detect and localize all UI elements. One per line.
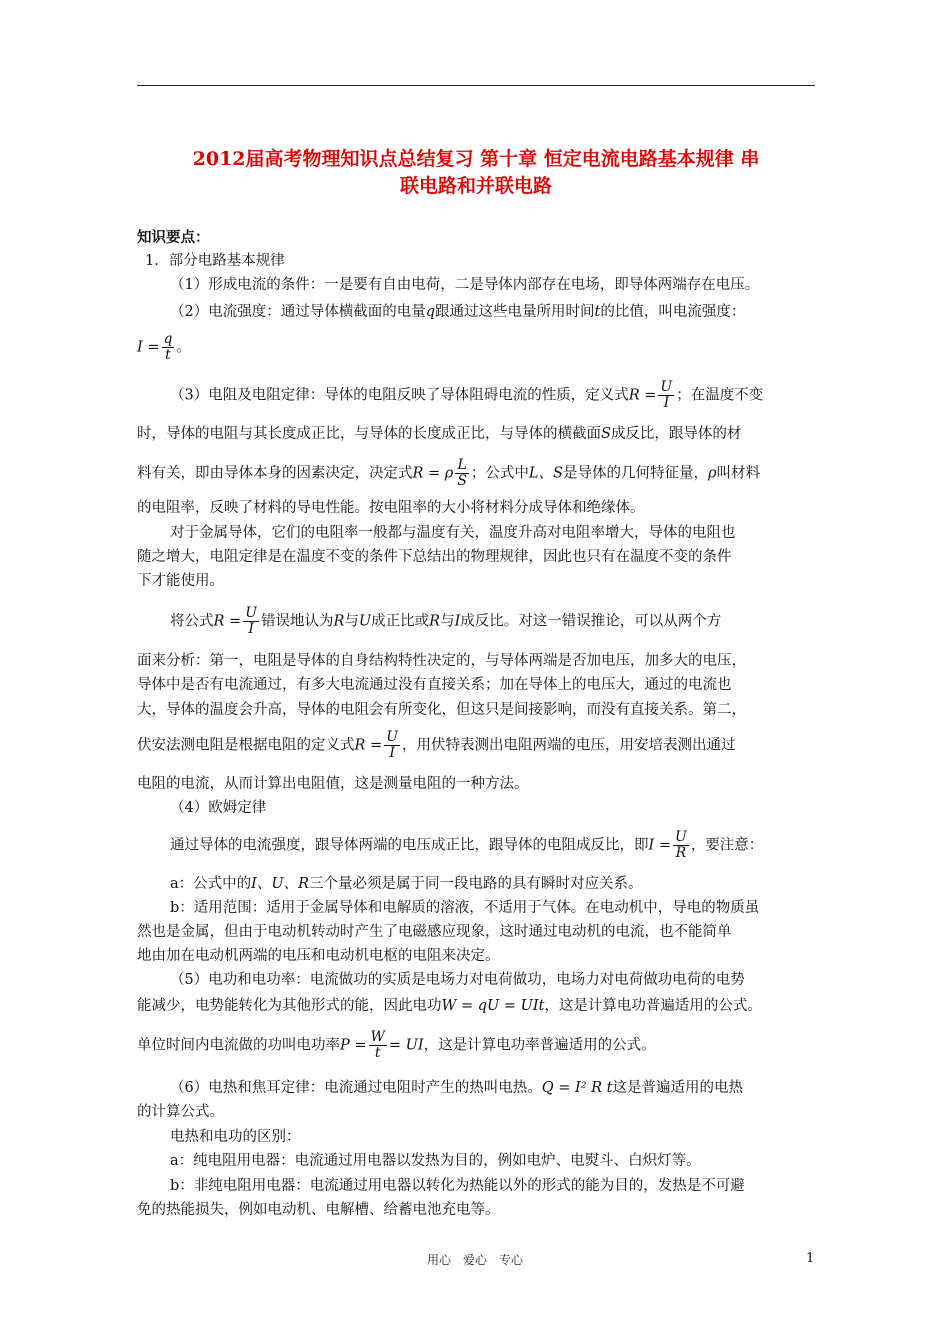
- paragraph-ohm-note-b-line-3: 地由加在电动机两端的电压和电动机电枢的电阻来决定。: [137, 948, 500, 964]
- paragraph-ohm-note-b-line-1: b：适用范围：适用于金属导体和电解质的溶液，不适用于气体。在电动机中，导电的物质虽: [170, 900, 760, 916]
- page-footer: 用心 爱心 专心: [426, 1253, 523, 1267]
- paragraph-misconception-line-2: 面来分析：第一，电阻是导体的自身结构特性决定的，与导体两端是否加电压，加多大的电压，: [137, 653, 746, 669]
- fraction: $\frac{U}{I}$: [386, 729, 398, 761]
- title-line-2: 联电路和并联电路: [399, 175, 552, 197]
- paragraph-misconception-line-1: 将公式R = $\frac{U}{I}$ 错误地认为R与U成正比或R与I成反比。对这一错误推论，可以从两个方: [170, 605, 722, 637]
- paragraph-joule-line-2: 的计算公式。: [137, 1104, 224, 1120]
- fraction: $\frac{L}{S}$: [457, 457, 467, 489]
- paragraph-resistance-line-4: 的电阻率，反映了材料的导电性能。按电阻率的大小将材料分成导体和绝缘体。: [137, 500, 645, 516]
- paragraph-joule-line-1: （6）电热和焦耳定律：电流通过电阻时产生的热叫电热。Q = I² R t这是普遍适用的电热: [170, 1080, 743, 1096]
- paragraph-pure-resistive: a：纯电阻用电器：电流通过用电器以发热为目的，例如电炉、电熨斗、白炽灯等。: [170, 1153, 701, 1169]
- fraction: $\frac{U}{I}$: [245, 605, 257, 637]
- document-title: [137, 146, 815, 200]
- title-line-1: 2012届高考物理知识点总结复习 第十章 恒定电流电路基本规律 串: [192, 148, 760, 170]
- paragraph-work-power-line-3: 单位时间内电流做的功叫电功率P = $\frac{W}{t}$ = UI，这是计算电功率普遍适用的公式。: [137, 1029, 656, 1061]
- paragraph-misconception-line-5: 伏安法测电阻是根据电阻的定义式R = $\frac{U}{I}$ ，用伏特表测出电阻两端的电压，用安培表测出通过: [137, 729, 736, 761]
- paragraph-ohm-line: 通过导体的电流强度，跟导体两端的电压成正比，跟导体的电阻成反比，即I = $\frac{U}{R}$ ，要注意：: [170, 829, 764, 861]
- paragraph-resistance-line-3: 料有关，即由导体本身的因素决定，决定式R = ρ $\frac{L}{S}$ ；公式中L、S是导体的几何特征量，ρ叫材料: [137, 457, 760, 489]
- section-1-title: 1．部分电路基本规律: [145, 253, 285, 269]
- paragraph-misconception-line-4: 大，导体的温度会升高，导体的电阻会有所变化，但这只是间接影响，而没有直接关系。第二，: [137, 702, 746, 718]
- paragraph-current-condition: （1）形成电流的条件：一是要有自由电荷，二是导体内部存在电场，即导体两端存在电压。: [170, 277, 760, 293]
- paragraph-non-resistive-line-1: b：非纯电阻用电器：电流通过用电器以转化为热能以外的形式的能为目的，发热是不可避: [170, 1178, 745, 1194]
- paragraph-metal-line-2: 随之增大，电阻定律是在温度不变的条件下总结出的物理规律，因此也只有在温度不变的条件: [137, 549, 732, 565]
- paragraph-misconception-line-3: 导体中是否有电流通过，有多大电流通过没有直接关系；加在导体上的电压大，通过的电流也: [137, 677, 732, 693]
- paragraph-current-intensity: （2）电流强度：通过导体横截面的电量q跟通过这些电量所用时间t的比值，叫电流强度：: [170, 304, 746, 320]
- formula-current: I = $\frac{q}{t}$ 。: [137, 331, 191, 363]
- paragraph-ohm-note-a: a：公式中的I、U、R三个量必须是属于同一段电路的具有瞬时对应关系。: [170, 876, 643, 892]
- fraction: $\frac{U}{R}$: [675, 829, 687, 861]
- page-number: 1: [806, 1251, 815, 1266]
- section-ohm-law: （4）欧姆定律: [170, 800, 267, 816]
- paragraph-heat-vs-work: 电热和电功的区别：: [170, 1129, 301, 1145]
- paragraph-ohm-note-b-line-2: 然也是金属，但由于电动机转动时产生了电磁感应现象，这时通过电动机的电流，也不能简单: [137, 924, 732, 940]
- fraction: $\frac{W}{t}$: [370, 1029, 385, 1061]
- paragraph-resistance-line-1: （3）电阻及电阻定律：导体的电阻反映了导体阻碍电流的性质，定义式R = $\frac{U}{I}$ ；在温度不变: [170, 379, 764, 411]
- section-heading: 知识要点：: [137, 229, 210, 246]
- paragraph-misconception-line-6: 电阻的电流，从而计算出电阻值，这是测量电阻的一种方法。: [137, 776, 529, 792]
- paragraph-metal-line-1: 对于金属导体，它们的电阻率一般都与温度有关，温度升高对电阻率增大，导体的电阻也: [170, 525, 736, 541]
- paragraph-metal-line-3: 下才能使用。: [137, 573, 224, 589]
- paragraph-work-power-line-2: 能减少，电势能转化为其他形式的能，因此电功W = qU = UIt，这是计算电功普遍适用的公式。: [137, 998, 762, 1014]
- paragraph-resistance-line-2: 时，导体的电阻与其长度成正比，与导体的长度成正比，与导体的横截面S成反比，跟导体的材: [137, 426, 742, 442]
- header-rule: [137, 85, 815, 86]
- paragraph-work-power-line-1: （5）电功和电功率：电流做功的实质是电场力对电荷做功，电场力对电荷做功电荷的电势: [170, 972, 745, 988]
- fraction: $\frac{U}{I}$: [660, 379, 673, 411]
- paragraph-non-resistive-line-2: 免的热能损失，例如电动机、电解槽、给蓄电池充电等。: [137, 1202, 500, 1218]
- fraction: $\frac{q}{t}$: [163, 331, 173, 363]
